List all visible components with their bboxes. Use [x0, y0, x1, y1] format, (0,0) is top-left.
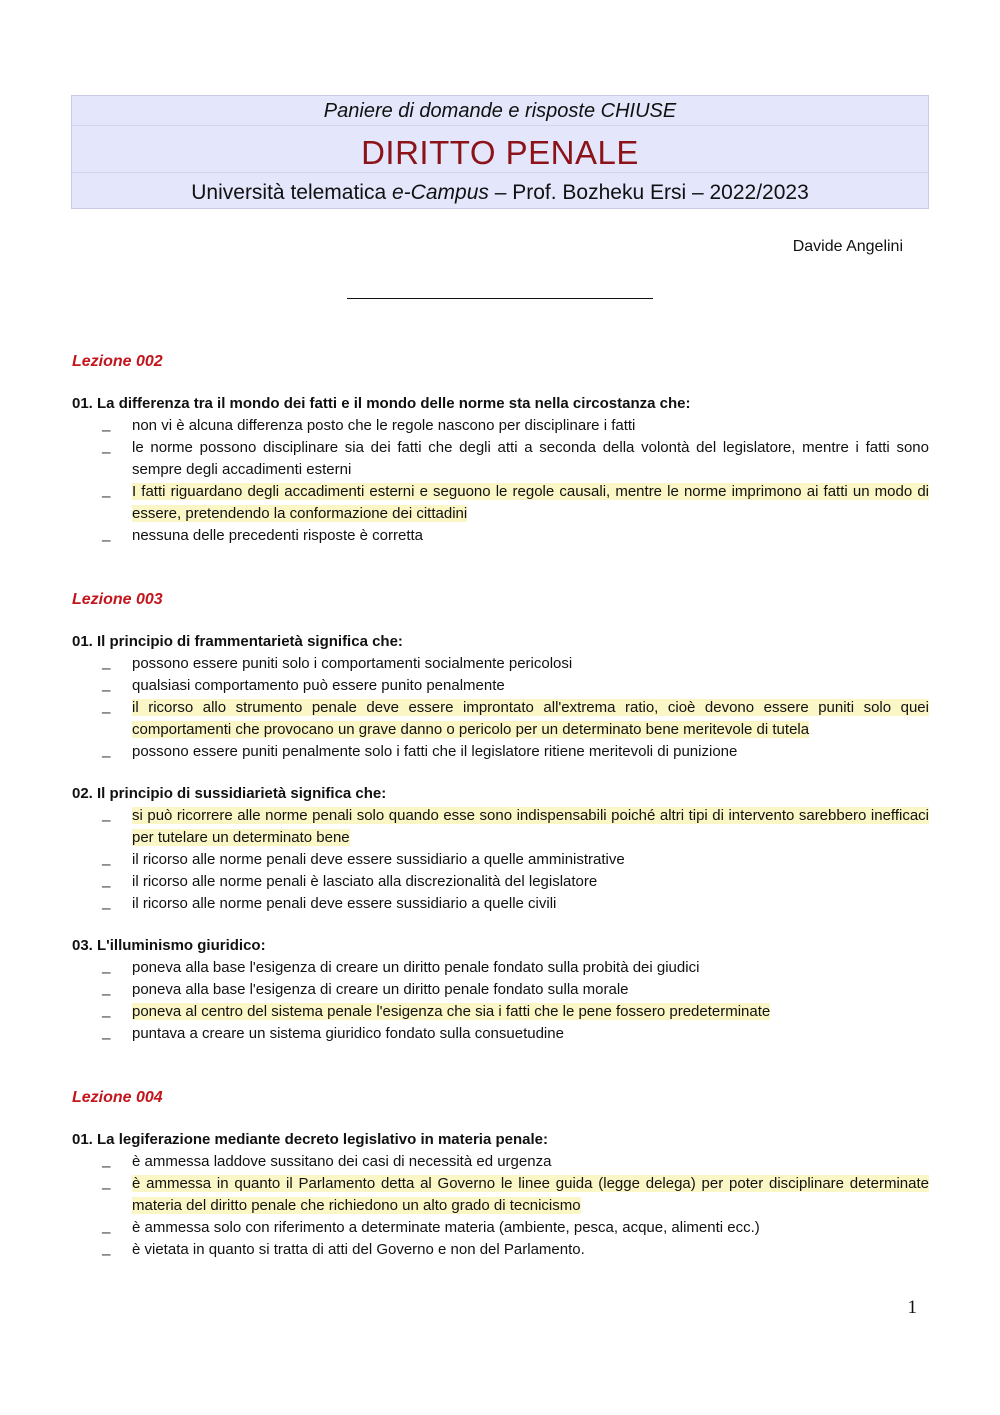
answer-text: è ammessa solo con riferimento a determinate materia (ambiente, pesca, acque, alimenti ecc.) — [132, 1219, 760, 1236]
answer-text: è ammessa in quanto il Parlamento detta al Governo le linee guida (legge delega) per poter disciplinare determinate materia del diritto penale che richiedono un alto grado di tecnicismo — [132, 1175, 929, 1214]
answer-item-correct — [72, 805, 929, 849]
answer-item — [72, 849, 929, 871]
answer-text: il ricorso alle norme penali deve essere sussidiario a quelle civili — [132, 895, 557, 912]
answer-item — [72, 437, 929, 481]
lesson-section — [72, 1087, 929, 1261]
question-text: 01. Il principio di frammentarietà significa che: — [72, 633, 403, 650]
answer-item — [72, 653, 929, 675]
bullet-icon: ▁ — [102, 680, 111, 692]
answer-item-correct — [72, 481, 929, 525]
header-divider — [72, 172, 928, 173]
answer-item — [72, 675, 929, 697]
answer-text: poneva alla base l'esigenza di creare un diritto penale fondato sulla probità dei giudici — [132, 959, 700, 976]
question-text: 02. Il principio di sussidiarietà significa che: — [72, 785, 387, 802]
author-name: Davide Angelini — [792, 238, 903, 255]
lesson-title: Lezione 004 — [72, 1089, 163, 1106]
bullet-icon: ▁ — [102, 876, 111, 888]
bullet-icon: ▁ — [102, 486, 111, 498]
lesson-section — [72, 351, 929, 547]
question-text: 01. La legiferazione mediante decreto legislativo in materia penale: — [72, 1131, 548, 1148]
answer-text: si può ricorrere alle norme penali solo quando esse sono indispensabili poiché altri tipi di intervento sarebbero inefficaci per tutelare un determinato bene — [132, 807, 929, 846]
bullet-icon: ▁ — [102, 984, 111, 996]
answer-text: non vi è alcuna differenza posto che le regole nascono per disciplinare i fatti — [132, 417, 636, 434]
answer-text: nessuna delle precedenti risposte è corretta — [132, 527, 424, 544]
answer-item — [72, 957, 929, 979]
page-number: 1 — [907, 1297, 917, 1318]
question-text: 01. La differenza tra il mondo dei fatti e il mondo delle norme sta nella circostanza che: — [72, 395, 691, 412]
answer-text: è ammessa laddove sussitano dei casi di necessità ed urgenza — [132, 1153, 552, 1170]
lesson-title: Lezione 003 — [72, 591, 163, 608]
university-prefix: Università telematica — [191, 181, 392, 204]
bullet-icon: ▁ — [102, 962, 111, 974]
bullet-icon: ▁ — [102, 658, 111, 670]
bullet-icon: ▁ — [102, 810, 111, 822]
answer-item — [72, 1217, 929, 1239]
header-subtitle: Paniere di domande e risposte CHIUSE — [323, 100, 677, 122]
bullet-icon: ▁ — [102, 746, 111, 758]
answer-text: il ricorso alle norme penali è lasciato alla discrezionalità del legislatore — [132, 873, 598, 890]
answer-item — [72, 893, 929, 915]
bullet-icon: ▁ — [102, 1178, 111, 1190]
lesson-section — [72, 589, 929, 1045]
answer-text: è vietata in quanto si tratta di atti del Governo e non del Parlamento. — [132, 1241, 585, 1258]
answer-text: possono essere puniti solo i comportamenti socialmente pericolosi — [132, 655, 573, 672]
answer-item — [72, 415, 929, 437]
question-block — [72, 783, 929, 915]
answer-item — [72, 1023, 929, 1045]
header-university — [72, 181, 928, 205]
separator-line — [347, 298, 653, 299]
question-block — [72, 631, 929, 763]
document-header — [71, 95, 929, 209]
answer-list — [72, 957, 929, 1045]
answer-text: poneva alla base l'esigenza di creare un diritto penale fondato sulla morale — [132, 981, 629, 998]
answer-text: qualsiasi comportamento può essere punito penalmente — [132, 677, 505, 694]
answer-text: il ricorso alle norme penali deve essere sussidiario a quelle amministrative — [132, 851, 625, 868]
answer-item-correct — [72, 697, 929, 741]
bullet-icon: ▁ — [102, 1222, 111, 1234]
answer-text: le norme possono disciplinare sia dei fatti che degli atti a seconda della volontà del legislatore, mentre i fatti sono sempre degli accadimenti esterni — [132, 439, 929, 478]
header-title: DIRITTO PENALE — [361, 134, 639, 171]
bullet-icon: ▁ — [102, 420, 111, 432]
bullet-icon: ▁ — [102, 1244, 111, 1256]
university-suffix: – Prof. Bozheku Ersi – 2022/2023 — [488, 181, 809, 204]
questions-content — [72, 351, 929, 1261]
answer-text: possono essere puniti penalmente solo i fatti che il legislatore ritiene meritevoli di punizione — [132, 743, 738, 760]
bullet-icon: ▁ — [102, 854, 111, 866]
lesson-title: Lezione 002 — [72, 353, 163, 370]
answer-item-correct — [72, 1001, 929, 1023]
bullet-icon: ▁ — [102, 898, 111, 910]
answer-list — [72, 1151, 929, 1261]
answer-item — [72, 741, 929, 763]
answer-item — [72, 1239, 929, 1261]
bullet-icon: ▁ — [102, 702, 111, 714]
bullet-icon: ▁ — [102, 1006, 111, 1018]
answer-item — [72, 525, 929, 547]
answer-text: il ricorso allo strumento penale deve essere improntato all'extrema ratio, cioè devono essere puniti solo quei comportamenti che provocano un grave danno o pericolo per un determinato bene meritevole di tutela — [132, 699, 929, 738]
university-name: e-Campus — [392, 181, 489, 204]
bullet-icon: ▁ — [102, 1156, 111, 1168]
bullet-icon: ▁ — [102, 1028, 111, 1040]
answer-list — [72, 653, 929, 763]
question-block — [72, 393, 929, 547]
answer-text: I fatti riguardano degli accadimenti esterni e seguono le regole causali, mentre le norme imprimono ai fatti un modo di essere, pretendendo la conformazione dei cittadini — [132, 483, 929, 522]
bullet-icon: ▁ — [102, 442, 111, 454]
answer-item — [72, 871, 929, 893]
answer-list — [72, 415, 929, 547]
answer-list — [72, 805, 929, 915]
answer-text: puntava a creare un sistema giuridico fondato sulla consuetudine — [132, 1025, 564, 1042]
question-text: 03. L'illuminismo giuridico: — [72, 937, 266, 954]
answer-text: poneva al centro del sistema penale l'esigenza che sia i fatti che le pene fossero predeterminate — [132, 1003, 771, 1020]
header-divider — [72, 125, 928, 126]
answer-item — [72, 979, 929, 1001]
bullet-icon: ▁ — [102, 530, 111, 542]
answer-item-correct — [72, 1173, 929, 1217]
question-block — [72, 1129, 929, 1261]
question-block — [72, 935, 929, 1045]
answer-item — [72, 1151, 929, 1173]
